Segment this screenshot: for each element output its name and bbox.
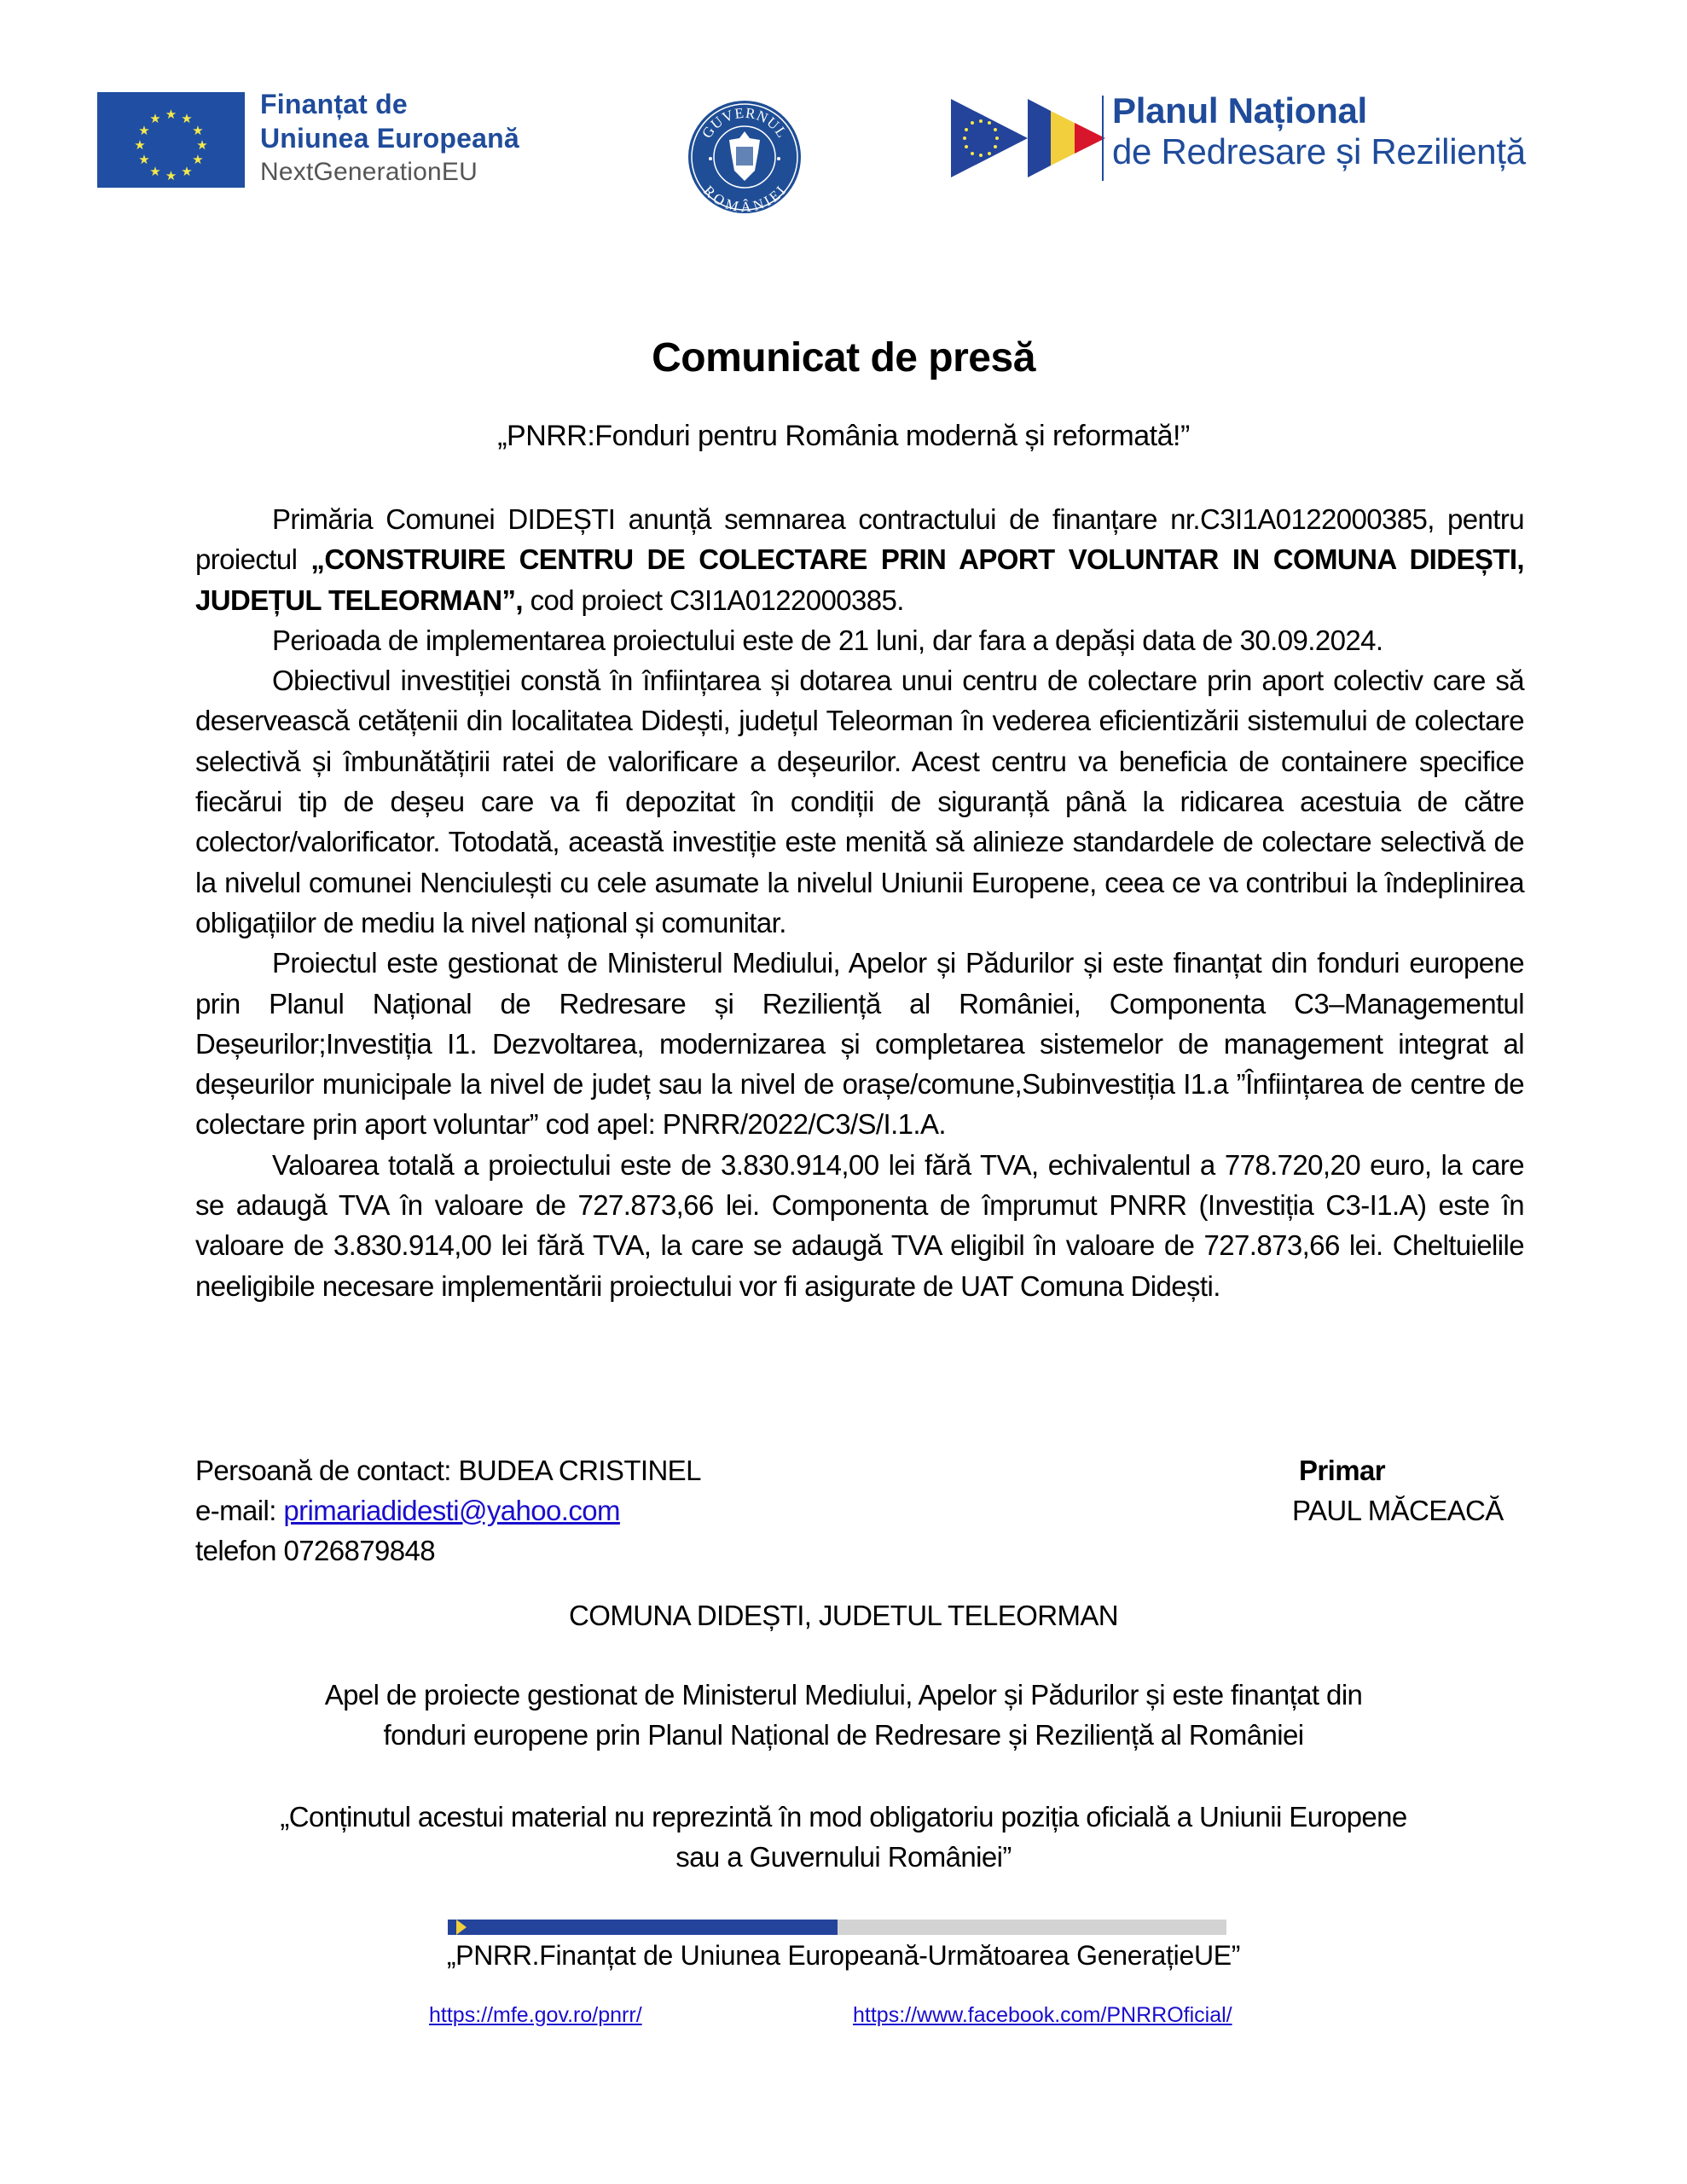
svg-text:★: ★ <box>138 153 150 167</box>
beneficiary-name: COMUNA DIDEȘTI, JUDETUL TELEORMAN <box>569 1600 1118 1631</box>
eu-funding-logo-text <box>260 87 519 189</box>
paragraph-contract-text: Primăria Comunei DIDEȘTI anunță semnarea contractului de finanțare nr.C3I1A0122000385, pentru proiectul <box>195 503 1524 576</box>
project-title: „CONSTRUIRE CENTRU DE COLECTARE PRIN APORT VOLUNTAR IN COMUNA DIDEȘTI, JUDEȚUL TELEORMAN”, <box>195 543 1524 616</box>
press-release-body <box>195 499 1524 1306</box>
svg-text:★: ★ <box>165 107 177 122</box>
funding-note <box>0 1675 1687 1755</box>
eu-logo-line3: NextGenerationEU <box>260 158 478 186</box>
svg-text:★: ★ <box>196 138 208 153</box>
contact-block <box>195 1450 701 1571</box>
funding-note-line1: Apel de proiecte gestionat de Ministerul Mediului, Apelor și Pădurilor și este finanțat din <box>324 1679 1363 1711</box>
pnrr-logo-line2: de Redresare și Reziliență <box>1112 131 1526 171</box>
contact-phone: telefon 0726879848 <box>195 1535 435 1566</box>
signature-name: PAUL MĂCEACĂ <box>1292 1495 1504 1526</box>
funding-note-line2: fonduri europene prin Planul Național de Redresare și Reziliență al României <box>383 1719 1304 1751</box>
signature-role: Primar <box>1299 1455 1385 1486</box>
svg-text:★: ★ <box>149 112 161 126</box>
pnrr-logo-text <box>1112 90 1526 172</box>
eu-logo-line1: Finanțat de <box>260 89 408 119</box>
svg-text:★: ★ <box>181 112 193 126</box>
eu-logo-line2: Uniunea Europeană <box>260 123 519 154</box>
eu-flag-icon <box>97 92 245 188</box>
pnrr-logo-divider <box>1102 96 1104 181</box>
pnrr-arrows-icon <box>947 96 1117 181</box>
link-facebook-pnrr[interactable]: https://www.facebook.com/PNRROficial/ <box>853 2003 1232 2027</box>
footer-slogan: „PNRR.Finanțat de Uniunea Europeană-Următoarea GenerațieUE” <box>446 1940 1241 1971</box>
svg-text:★: ★ <box>192 153 204 167</box>
link-mfe-pnrr[interactable]: https://mfe.gov.ro/pnrr/ <box>429 2003 642 2027</box>
page-title: Comunicat de presă <box>652 335 1035 380</box>
svg-text:★: ★ <box>165 169 177 183</box>
press-release-slogan: „PNRR:Fonduri pentru România modernă și reformată!” <box>497 420 1190 452</box>
email-link[interactable]: primariadidesti@yahoo.com <box>283 1495 620 1526</box>
disclaimer <box>0 1797 1687 1877</box>
svg-text:★: ★ <box>192 124 204 138</box>
contact-person: Persoană de contact: BUDEA CRISTINEL <box>195 1455 701 1486</box>
contact-email-row <box>195 1490 701 1531</box>
footer-bar-blue <box>448 1920 838 1935</box>
paragraph-period: Perioada de implementarea proiectului este de 21 luni, dar fara a depăși data de 30.09.2024. <box>272 624 1383 656</box>
signature-block <box>1292 1450 1504 1531</box>
svg-text:★: ★ <box>138 124 150 138</box>
paragraph-management: Proiectul este gestionat de Ministerul Mediului, Apelor și Pădurilor și este finanțat din fonduri europene prin Planul Național de Redresare și Reziliență al României, Componenta C3–Managementul Deșeurilor;Investiția I1. Dezvoltarea, modernizarea și completarea sistemelor de management integrat al deșeurilor municipale la nivel de județ sau la nivel de orașe/comune,Subinvestiția I1.a ”Înființarea de centre de colectare prin aport voluntar” cod apel: PNRR/2022/C3/S/I.1.A. <box>195 947 1524 1141</box>
footer-bar-grey <box>838 1920 1226 1935</box>
svg-text:★: ★ <box>181 165 193 179</box>
paragraph-contract <box>195 499 1524 620</box>
svg-text:GUVERNUL: GUVERNUL <box>699 104 791 142</box>
paragraph-value: Valoarea totală a proiectului este de 3.830.914,00 lei fără TVA, echivalentul a 778.720,20 euro, la care se adaugă TVA în valoare de 727.873,66 lei. Componenta de împrumut PNRR (Investiția C3-I1.A) este în valoare de 3.830.914,00 lei fără TVA, la care se adaugă TVA eligibil în valoare de 727.873,66 lei. Cheltuielile neeligibile necesare implementării proiectului vor fi asigurate de UAT Comuna Didești. <box>195 1148 1524 1302</box>
svg-text:★: ★ <box>149 165 161 179</box>
disclaimer-line2: sau a Guvernului României” <box>675 1841 1012 1873</box>
guvernul-romaniei-seal-icon <box>687 99 803 215</box>
project-code-text: cod proiect C3I1A0122000385. <box>523 584 904 616</box>
footer-arrow-icon <box>448 1918 473 1937</box>
pnrr-logo-line1: Planul Național <box>1112 90 1367 131</box>
email-label: e-mail: <box>195 1495 284 1526</box>
svg-text:ROMÂNIEI: ROMÂNIEI <box>700 182 790 215</box>
disclaimer-line1: „Conținutul acestui material nu reprezintă în mod obligatoriu poziția oficială a Uniunii Europene <box>280 1801 1407 1833</box>
svg-text:★: ★ <box>134 138 146 153</box>
paragraph-objective: Obiectivul investiției constă în înființarea și dotarea unui centru de colectare prin aport colectiv care să deservească cetățenii din localitatea Didești, județul Teleorman în vederea eficientizării sistemului de colectare selectivă și îmbunătățirii ratei de valorificare a deșeurilor. Acest centru va beneficia de containere specifice fiecărui tip de deșeu care va fi depozitat în condiții de siguranță până la ridicarea acestuia de către colector/valorificator. Totodată, această investiție este menită să alinieze standardele de colectare selectivă de la nivelul comunei Nenciulești cu cele asumate la nivelul Uniunii Europene, ceea ce va contribui la îndeplinirea obligațiilor de mediu la nivel național și comunitar. <box>195 665 1524 938</box>
